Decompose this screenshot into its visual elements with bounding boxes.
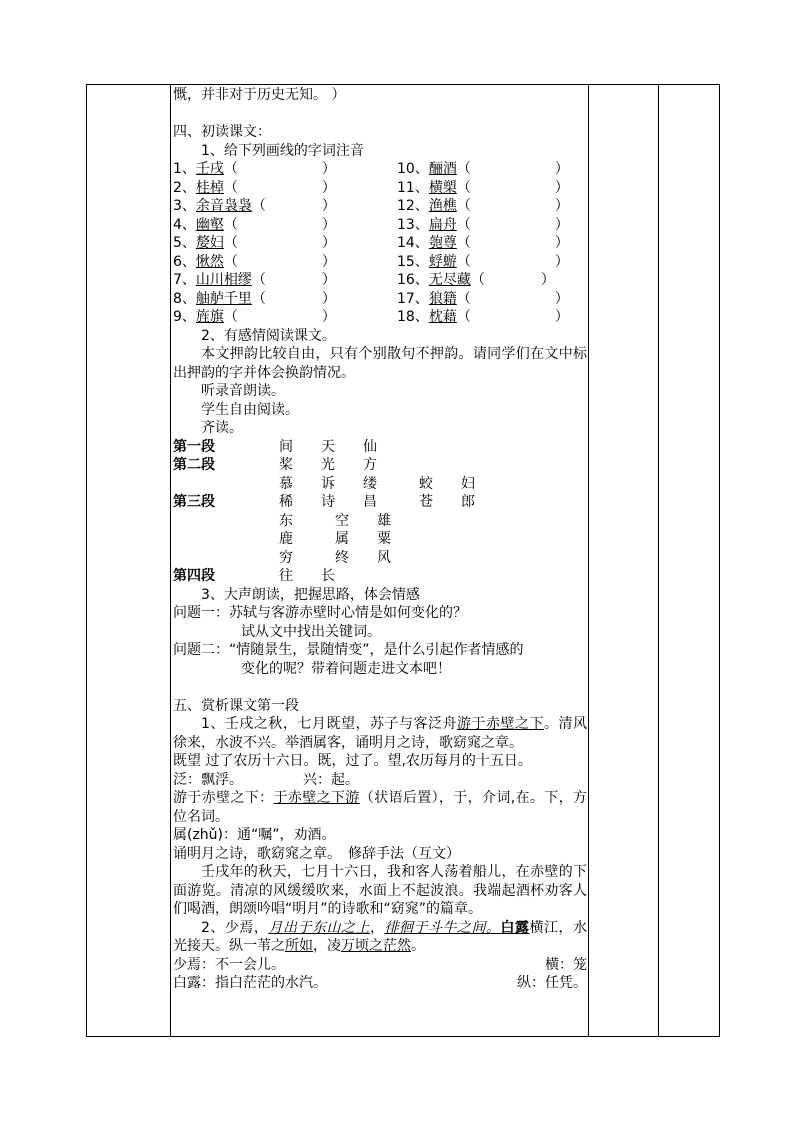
free-read-line: 学生自由阅读。 [201, 401, 299, 418]
rhyme-row: 第一段 间 天 仙 [173, 438, 377, 455]
translation-1: 壬戌年的秋天，七月十六日，我和客人荡着船儿，在赤壁的下面游览。清凉的风缓缓吹来，水面上不起波浪。我端起酒杯劝客人们喝酒，朗颂吟唱“明月”的诗歌和“窈窕”的篇章。 [173, 864, 587, 917]
list-item: 2、桂棹（ ） 11、横槊（ ） [173, 179, 569, 196]
section4-sub3: 3、大声朗读，把握思路，体会情感 [201, 586, 420, 603]
rhyme-row: 鹿 属 粟 [279, 531, 391, 547]
section4-title: 四、初读课文： [173, 124, 271, 140]
rhyme-row: 穷 终 风 [279, 549, 391, 566]
gloss-row-1: 少焉：不一会儿。 横：笼 [173, 956, 587, 973]
rhyme-row: 慕 诉 缕 蛟 妇 [279, 475, 475, 492]
listen-line: 听录音朗读。 [201, 383, 285, 399]
table-divider-3 [658, 84, 659, 1037]
list-item: 6、愀然（ ） 15、蜉蝣（ ） [173, 253, 569, 270]
question-1-sub: 试从文中找出关键词。 [241, 623, 381, 640]
chorus-line: 齐读。 [201, 420, 243, 436]
question-2-sub: 变化的呢？带着问题走进文本吧！ [241, 660, 451, 677]
section4-sub1: 1、给下列画线的字词注音 [201, 142, 364, 159]
lesson-content [173, 86, 587, 993]
rhyme-row: 东 空 雄 [279, 512, 391, 529]
list-item: 4、幽壑（ ） 13、扁舟（ ） [173, 216, 569, 233]
note-song: 诵明月之诗，歌窈窕之章。 修辞手法（互文） [173, 845, 460, 862]
passage-2: 2、少焉，月出于东山之上，徘徊于斗牛之间。白露横江，水光接天。纵一苇之所如，凌万顷之茫然。 [173, 919, 587, 954]
rhyme-table [173, 438, 587, 586]
section4-sub2: 2、有感情阅读课文。 [201, 327, 336, 344]
list-item: 1、壬戌（ ） 10、酾酒（ ） [173, 161, 569, 177]
list-item: 7、山川相缪（ ） 16、无尽藏（ ） [173, 272, 555, 288]
gloss-row-2: 白露：指白茫茫的水汽。 纵：任凭。 [173, 975, 587, 991]
rhyme-row: 第三段 稀 诗 昌 苍 郎 [173, 494, 475, 510]
note-fan-xing: 泛：飘浮。 兴：起。 [173, 771, 359, 788]
rhyme-paragraph: 本文押韵比较自由，只有个别散句不押韵。请同学们在文中标出押韵的字并体会换韵情况。 [173, 346, 587, 381]
table-divider-2 [588, 84, 589, 1037]
note-youyu: 游于赤壁之下：于赤壁之下游（状语后置），于，介词,在。下，方位名词。 [173, 790, 587, 825]
table-divider-1 [170, 84, 171, 1037]
list-item: 9、旌旗（ ） 18、枕藉（ ） [173, 309, 569, 325]
pinyin-list [173, 160, 587, 327]
question-1: 问题一：苏轼与客游赤壁时心情是如何变化的？ [173, 605, 467, 621]
list-item: 5、嫠妇（ ） 14、匏尊（ ） [173, 235, 569, 251]
note-zhu: 属(zhǔ)：通“嘱”，劝酒。 [173, 827, 336, 843]
top-line: 慨，并非对于历史无知。 ） [173, 87, 346, 103]
list-item: 8、舳舻千里（ ） 17、狼籍（ ） [173, 290, 569, 307]
question-2: 问题二：“情随景生，景随情变”，是什么引起作者情感的 [173, 642, 524, 658]
list-item: 3、余音袅袅（ ） 12、渔樵（ ） [173, 198, 569, 214]
rhyme-row: 第四段 往 长 [173, 568, 335, 584]
note-jiwang: 既望 过了农历十六日。既，过了。望,农历每月的十五日。 [173, 753, 532, 769]
rhyme-row: 第二段 桨 光 方 [173, 457, 377, 473]
section5-title: 五、赏析课文第一段 [173, 697, 299, 714]
passage-1: 1、壬戌之秋，七月既望，苏子与客泛舟游于赤壁之下。清风徐来，水波不兴。举酒属客，诵明月之诗，歌窈窕之章。 [173, 716, 587, 751]
